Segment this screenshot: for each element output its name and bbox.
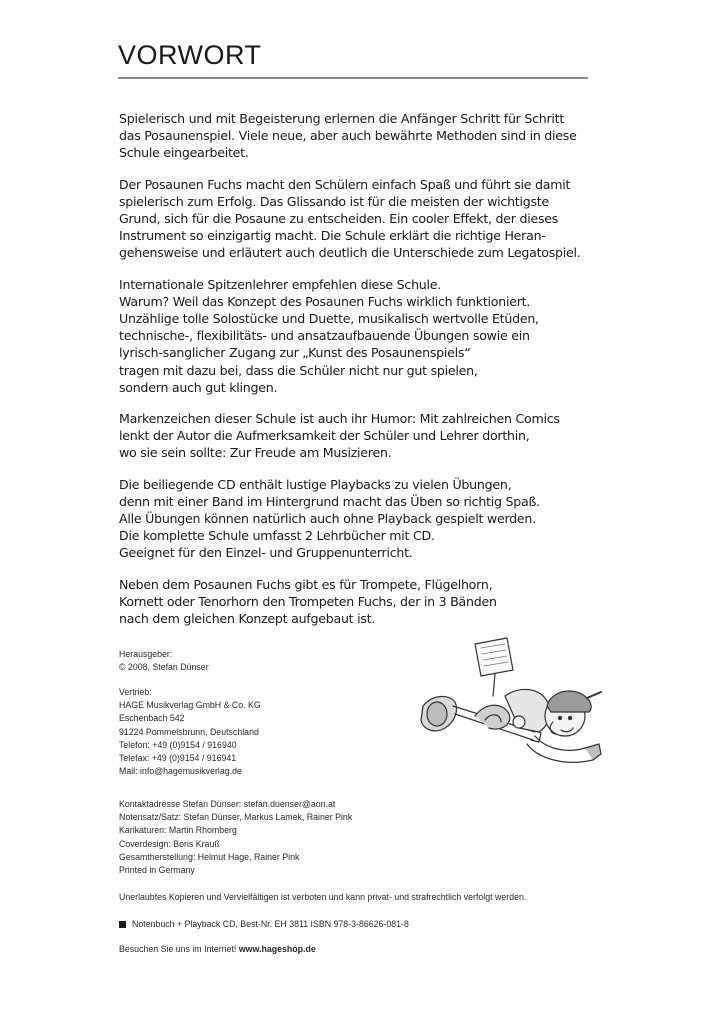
text-line: spielerisch zum Erfolg. Das Glissando ist für die meisten der wichtigste [119,193,549,209]
text-line: Internationale Spitzenlehrer empfehlen diese Schule. [119,276,442,292]
paragraph-5 [119,476,589,562]
text-line: wo sie sein sollte: Zur Freude am Musizieren. [119,445,392,461]
copyright-notice: Unerlaubtes Kopieren und Vervielfältigen ist verboten und kann privat- und strafrechtlich verfolgt werden. [119,892,527,902]
text-line: Markenzeichen dieser Schule ist auch ihr Humor: Mit zahlreichen Comics [119,411,560,427]
text-line: Spielerisch und mit Begeisterung erlernen die Anfänger Schritt für Schritt [119,111,565,126]
text-line: Die komplette Schule umfasst 2 Lehrbücher mit CD. [119,528,435,544]
paragraph-3 [119,276,589,396]
credit-caricatures: Karikaturen: Martin Rhomberg [119,825,237,836]
text-line: Geeignet für den Einzel- und Gruppenunterricht. [119,545,413,561]
credit-typesetting: Notensatz/Satz: Stefan Dünser, Markus Lamek, Rainer Pink [119,812,353,823]
text-line: Instrument so einzigartig macht. Die Schule erklärt die richtige Heran- [119,228,546,244]
credit-production: Gesamtherstellung: Helmut Hage, Rainer Pink [119,851,300,862]
credit-printed: Printed in Germany [119,865,195,876]
title-divider [118,77,588,79]
text-line: Schule eingearbeitet. [119,145,249,161]
trombone-player-caricature [415,636,610,776]
website-line [119,943,316,956]
text-line: tragen mit dazu bei, dass die Schüler nicht nur gut spielen, [119,362,478,378]
distribution-street: Eschenbach 542 [119,713,185,724]
text-line: Warum? Weil das Konzept des Posaunen Fuchs wirklich funktioniert. [119,293,531,309]
distribution-fax: Telefax: +49 (0)9154 / 916941 [119,753,237,764]
paragraph-1 [119,110,589,162]
credit-coverdesign: Coverdesign: Boris Krauß [119,838,220,849]
distribution-city: 91224 Pommelsbrunn, Deutschland [119,726,259,737]
distribution-mail: Mail: info@hagemusikverlag.de [119,766,242,777]
text-line: sondern auch gut klingen. [119,379,278,395]
text-line: Unzählige tolle Solostücke und Duette, musikalisch wertvolle Etüden, [119,311,539,327]
text-line: denn mit einer Band im Hintergrund macht das Üben so richtig Spaß. [119,493,540,509]
text-line: Alle Übungen können natürlich auch ohne Playback gespielt werden. [119,511,536,527]
text-line: nach dem gleichen Konzept aufgebaut ist. [119,611,376,627]
preface-body [119,110,589,641]
publisher-block [119,648,209,674]
text-line: Die beiliegende CD enthält lustige Playbacks zu vielen Übungen, [119,476,512,492]
website-prefix: Besuchen Sie uns im Internet! [119,944,237,954]
website-link[interactable]: www.hageshop.de [238,944,316,954]
text-line: lenkt der Autor die Aufmerksamkeit der Schüler und Lehrer dorthin, [119,428,530,444]
publisher-name: © 2008, Stefan Dünser [119,662,209,673]
credits-block [119,798,352,877]
product-line [119,918,409,931]
text-line: Grund, sich für die Posaune zu entscheiden. Ein cooler Effekt, der dieses [119,211,559,227]
text-line: Der Posaunen Fuchs macht den Schülern einfach Spaß und führt sie damit [119,176,571,192]
paragraph-2 [119,176,589,262]
text-line: das Posaunenspiel. Viele neue, aber auch bewährte Methoden sind in diese [119,128,577,144]
distribution-phone: Telefon: +49 (0)9154 / 916940 [119,739,237,750]
credit-contact: Kontaktadresse Stefan Dünser: stefan.duenser@aon.at [119,799,336,809]
text-line: Kornett oder Tenorhorn den Trompeten Fuchs, der in 3 Bänden [119,593,497,609]
text-line: gehensweise und erläutert auch deutlich die Unterschiede zum Legatospiel. [119,245,581,261]
distribution-label: Vertrieb: [119,687,152,697]
text-line: lyrisch-sanglicher Zugang zur „Kunst des Posaunenspiels“ [119,345,471,361]
product-line-text: Notenbuch + Playback CD, Best-Nr. EH 3811 ISBN 978-3-86626-081-8 [132,919,409,929]
page-title: VORWORT [118,40,262,70]
text-line: Neben dem Posaunen Fuchs gibt es für Trompete, Flügelhorn, [119,576,493,592]
paragraph-6 [119,576,589,628]
distribution-company: HAGE Musikverlag GmbH & Co. KG [119,700,261,711]
distribution-block [119,686,261,778]
text-line: technische-, flexibilitäts- und ansatzaufbauende Übungen sowie ein [119,328,530,344]
paragraph-4 [119,410,589,462]
square-bullet-icon [119,921,126,928]
publisher-label: Herausgeber: [119,649,173,659]
